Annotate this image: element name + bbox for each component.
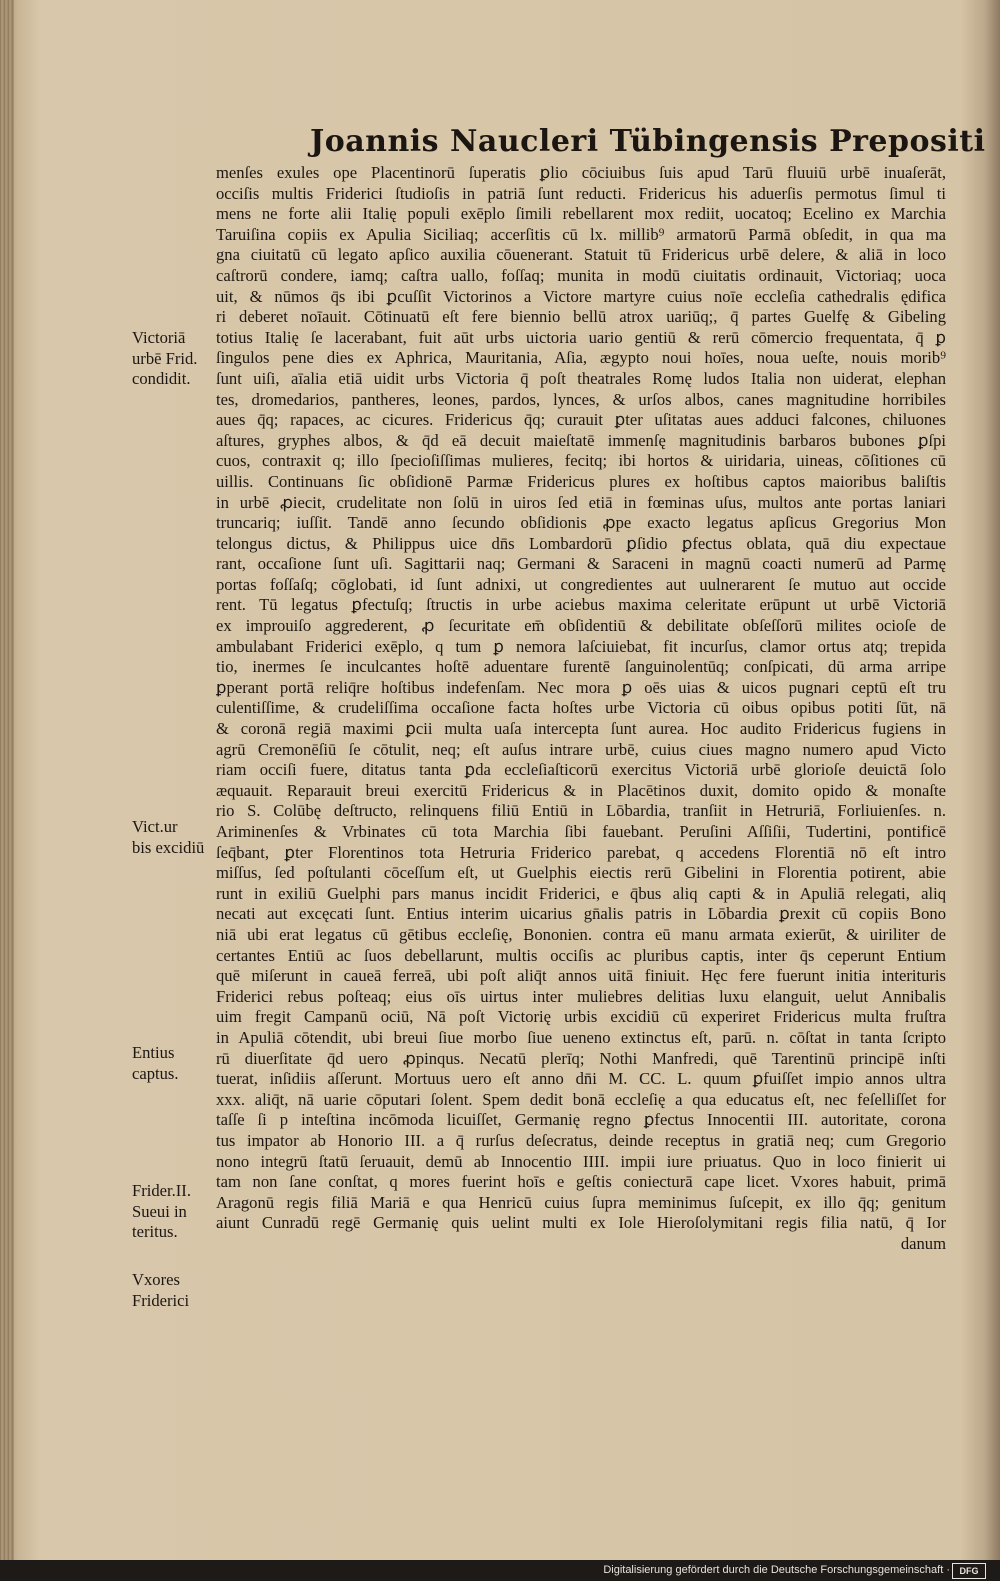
text-line: ꝑperant portā reliq̄re hoſtibus indefenſam. Nec mora ꝑ oēs uias & uicos pugnari ceptū eſt tru bbox=[216, 677, 946, 697]
text-line: riam occiſi fuere, ditatus tanta ꝑda eccleſiaſticorū exercitus Victoriā urbē glorioſe deuictā ſolo bbox=[216, 760, 946, 780]
text-line: rio S. Colūbę deſtructo, relinquens filiū Entiū in Lōbardia, tranſiit in Hetruriā, Forliuienſes. n. bbox=[216, 801, 946, 821]
marginal-note-line: Victoriā bbox=[132, 328, 186, 347]
text-line: ſingulos pene dies ex Aphrica, Mauritania, Aſia, ægypto noui hoīes, noua ueſte, nouis morib⁹ bbox=[216, 348, 946, 368]
text-line: Friderici rebus poſteaq; eius oīs uirtus inter muliebres delitias luxu elanguit, uelut Annibalis bbox=[216, 986, 946, 1006]
text-line: culentiſſime, & crudeliſſima occaſione facta hoſtes urbe Victoria cū oibus opibus potiti ſūt, nā bbox=[216, 698, 946, 718]
text-line: occiſis multis Friderici ſtudioſis in patriā ſunt reducti. Fridericus his aduerſis permotus ſimul ti bbox=[216, 183, 946, 203]
text-line: uillis. Continuans ſic obſidionē Parmæ Fridericus plures ex hoſtibus captos maioribus baliſtis bbox=[216, 471, 946, 491]
text-line: runt in exiliū Guelphi pars manus incidit Friderici, e q̄bus aliq capti & in Apuliā relegati, aliq bbox=[216, 883, 946, 903]
text-line: agrū Cremonēſiū ſe cōtulit, neq; eſt auſus intrare urbē, cuius ciues magno numero apud Victo bbox=[216, 739, 946, 759]
text-line: portas foſſaſq; cōglobati, id ſunt adnixi, ut congredientes aut uulnerarent ſe mutuo aut occide bbox=[216, 574, 946, 594]
marginal-note-line: Entius bbox=[132, 1043, 175, 1062]
text-line: Taruiſina copiis ex Apulia Siciliaq; accerſitis cū lx. millib⁹ armatorū Parmā obſedit, in qua ma bbox=[216, 224, 946, 244]
text-line: menſes exules ope Placentinorū ſuperatis ꝑlio cōciuibus ſuis apud Tarū fluuiū urbē inuaſerāt, bbox=[216, 163, 946, 182]
text-line: taſſe ſi p inteſtina incōmoda licuiſſet, Germanię regno ꝑfectus Innocentii III. autoritate, corona bbox=[216, 1110, 946, 1130]
text-line: niā ubi erat legatus cū gētibus eccleſię, Bononien. contra eū manu armata exierūt, & uiriliter de bbox=[216, 924, 946, 944]
text-line: tio, inermes ſe inculcantes hoſtē aduentare furentē ſanguinolentūq; conſpicati, dū arma arripe bbox=[216, 657, 946, 677]
text-line: aues q̄q; rapaces, ac cicures. Fridericus q̄q; curauit ꝑter uſitatas aues adduci falcones, chiluones bbox=[216, 410, 946, 430]
marginal-note bbox=[132, 1043, 216, 1084]
text-line: ſunt uiſi, aīalia etiā uidit urbs Victoria q̄ poſt theatrales Romę ludos Italia non uiderat, elephan bbox=[216, 368, 946, 388]
main-text-block bbox=[216, 163, 946, 1254]
text-line: tam non ſane conſtat, q mores fuerint hoīs e geſtis coniecturā cape licet. Vxores habuit, primā bbox=[216, 1172, 946, 1192]
text-line: totius Italię ſe lacerabant, fuit aūt urbs uictoria uario gentiū & rerū cōmercio frequentata, q̄ ꝑ bbox=[216, 327, 946, 347]
text-line: Aragonū regis filiā Mariā e qua Henricū cuius ſupra meminimus ſuſcepit, ex illo q̄q; genitum bbox=[216, 1192, 946, 1212]
marginal-note-line: captus. bbox=[132, 1063, 179, 1083]
marginal-note-line: Sueui in bbox=[132, 1201, 187, 1221]
marginal-note bbox=[132, 817, 216, 858]
text-line: gna ciuitatū cū legato apſico auxilia cōuenerant. Statuit tū Fridericus urbē delere, & aliā in loco bbox=[216, 245, 946, 265]
marginal-note bbox=[132, 1181, 216, 1243]
text-line: telongus dictus, & Philippus uice dn̄s Lombardorū ꝑſidio ꝑfectus oblata, quā diu expectaue bbox=[216, 533, 946, 553]
dfg-logo-icon: DFG bbox=[952, 1563, 986, 1579]
text-line: uim fregit Campanū ociū, Nā poſt Victorię urbis excidiū cū experiret Fridericus multa fruſtra bbox=[216, 1007, 946, 1027]
text-line: tuerat, inſidiis aſſerunt. Mortuus uero eſt anno dn̄i M. CC. L. quum ꝑfuiſſet impio annos ultra bbox=[216, 1069, 946, 1089]
marginal-note-line: teritus. bbox=[132, 1222, 178, 1242]
text-line: rū diuerſitate q̄d uero ꝓpinqus. Necatū plerīq; Nothi Manfredi, quē Tarentinū principē inſti bbox=[216, 1048, 946, 1068]
marginal-note-line: bis excidiū bbox=[132, 837, 205, 857]
text-line: æquauit. Reparauit breui exercitū Fridericus & in Placētinos duxit, domito opido & monaſte bbox=[216, 780, 946, 800]
text-line: necati aut excęcati ſunt. Entius interim uicarius gn̄alis patris in Lōbardia ꝑrexit cū copiis Bono bbox=[216, 904, 946, 924]
text-line: rant, occaſione ſunt uſi. Sagittarii naq; Germani & Saraceni in magnū coacti numerū ad Parmę bbox=[216, 554, 946, 574]
text-line: ex improuiſo aggrederent, ꝓ ſecuritate em̄ obſidentiū & debilitate obſeſſorū milites ocioſe de bbox=[216, 616, 946, 636]
funding-credit: Digitalisierung gefördert durch die Deutsche Forschungsgemeinschaft · bbox=[603, 1564, 950, 1576]
text-line: in Apuliā cōtendit, ubi breui ſiue morbo ſiue ueneno extinctus eſt, parū. n. cōſtat in tanta ſcripto bbox=[216, 1027, 946, 1047]
text-line: tus impator ab Honorio III. a q̄ rurſus deſecratus, deinde receptus in gratiā neq; cum Gregorio bbox=[216, 1130, 946, 1150]
text-line: aſtures, gryphes albos, & q̄d eā decuit maieſtatē immenſę magnitudinis barbaros bubones ꝑſpi bbox=[216, 430, 946, 450]
text-line: caſtrorū condere, iamq; caſtra uallo, foſſaq; munita in modū ciuitatis ordinauit, Victoriaq; uoca bbox=[216, 265, 946, 285]
marginal-note-line: Frider.II. bbox=[132, 1181, 191, 1200]
text-line: nono integrū ſtatū ſeruauit, demū ab Innocentio IIII. impii iure priuatus. Quo in loco finierit ui bbox=[216, 1151, 946, 1171]
text-line: cuos, contraxit q; illo ſpecioſiſſimas mulieres, fecitq; ibi hortos & uiridaria, uineas, cōſitiones cū bbox=[216, 451, 946, 471]
text-line: miſſus, ſed poſtulanti cōceſſum eſt, ut Guelphis eiectis rerū Gibelini in Florentia potirent, abie bbox=[216, 863, 946, 883]
text-line: tes, dromedarios, pantheres, leones, pardos, lynces, & urſos albos, canes magnitudine horribiles bbox=[216, 389, 946, 409]
text-line: certantes Entiū ac ſuos debellarunt, multis occiſis ac pluribus captis, inter q̄s ceperunt Entium bbox=[216, 945, 946, 965]
marginal-note-line: urbē Frid. bbox=[132, 348, 198, 368]
page-stack-edge bbox=[0, 0, 14, 1560]
text-line: truncariq; iuſſit. Tandē anno ſecundo obſidionis ꝓpe exacto legatus apſicus Gregorius Mon bbox=[216, 513, 946, 533]
text-line: Ariminenſes & Vrbinates cū tota Marchia ſibi fauebant. Peruſini Aſſiſii, Tudertini, pontificē bbox=[216, 822, 946, 841]
text-line: uit, & nūmos q̄s ibi ꝑcuſſit Victorinos a Victore martyre cuius noīe eccleſia cathedralis ędifica bbox=[216, 286, 946, 306]
text-line: aiunt Cunradū regē Germanię quis uelint multi ex Iole Hieroſolymitani regis filia natū, q̄ Ior bbox=[216, 1213, 946, 1233]
text-line: danum bbox=[900, 1233, 946, 1253]
text-line: rent. Tū legatus ꝑfectuſq; ſtructis in urbe aciebus maxima celeritate erūpunt ut urbē Victoriā bbox=[216, 595, 946, 615]
marginal-note-line: condidit. bbox=[132, 369, 191, 389]
text-line: ri deberet noīauit. Cōtinuatū eſt fere biennio bellū atrox uariūq;, q̄ partes Guelfę & Gibeling bbox=[216, 307, 946, 327]
marginal-note-line: Friderici bbox=[132, 1290, 190, 1310]
running-head: Joannis Naucleri Tübingensis Prepositi bbox=[310, 124, 986, 159]
marginal-note-line: Vict.ur bbox=[132, 817, 178, 836]
text-line: in urbē ꝓiecit, crudelitate non ſolū in uiros ſed etiā in fœminas uſus, multos ante portas laniari bbox=[216, 492, 946, 512]
text-line: mens ne forte alii Italię populi exēplo ſimili rebellarent mox rediit, uocatoq; Ecelino ex Marchia bbox=[216, 204, 946, 224]
marginal-note bbox=[132, 1270, 216, 1311]
text-line: xxx. aliq̄t, nā uarie cōputari ſolent. Spem dedit bonā eccleſię a qua educatus eſt, nec feſelliſſet for bbox=[216, 1089, 946, 1109]
text-line: ſeq̄bant, ꝑter Florentinos tota Hetruria Friderico parebat, q accedens Florentiā nō eſt intro bbox=[216, 842, 946, 862]
marginal-note-line: Vxores bbox=[132, 1270, 180, 1289]
text-line: quē miſerunt in caueā ferreā, ubi poſt aliq̄t annos uitā finiuit. Hęc fere fuerunt initia interituris bbox=[216, 966, 946, 986]
text-line: ambulabant Friderici exēplo, q tum ꝑ nemora laſciuiebat, fit incurſus, clamor ortus atq; trepida bbox=[216, 636, 946, 656]
marginal-note bbox=[132, 328, 216, 390]
text-line: & coronā regiā maximi ꝑcii multa uaſa intercepta ſunt aurea. Hoc audito Fridericus fugiens in bbox=[216, 719, 946, 739]
